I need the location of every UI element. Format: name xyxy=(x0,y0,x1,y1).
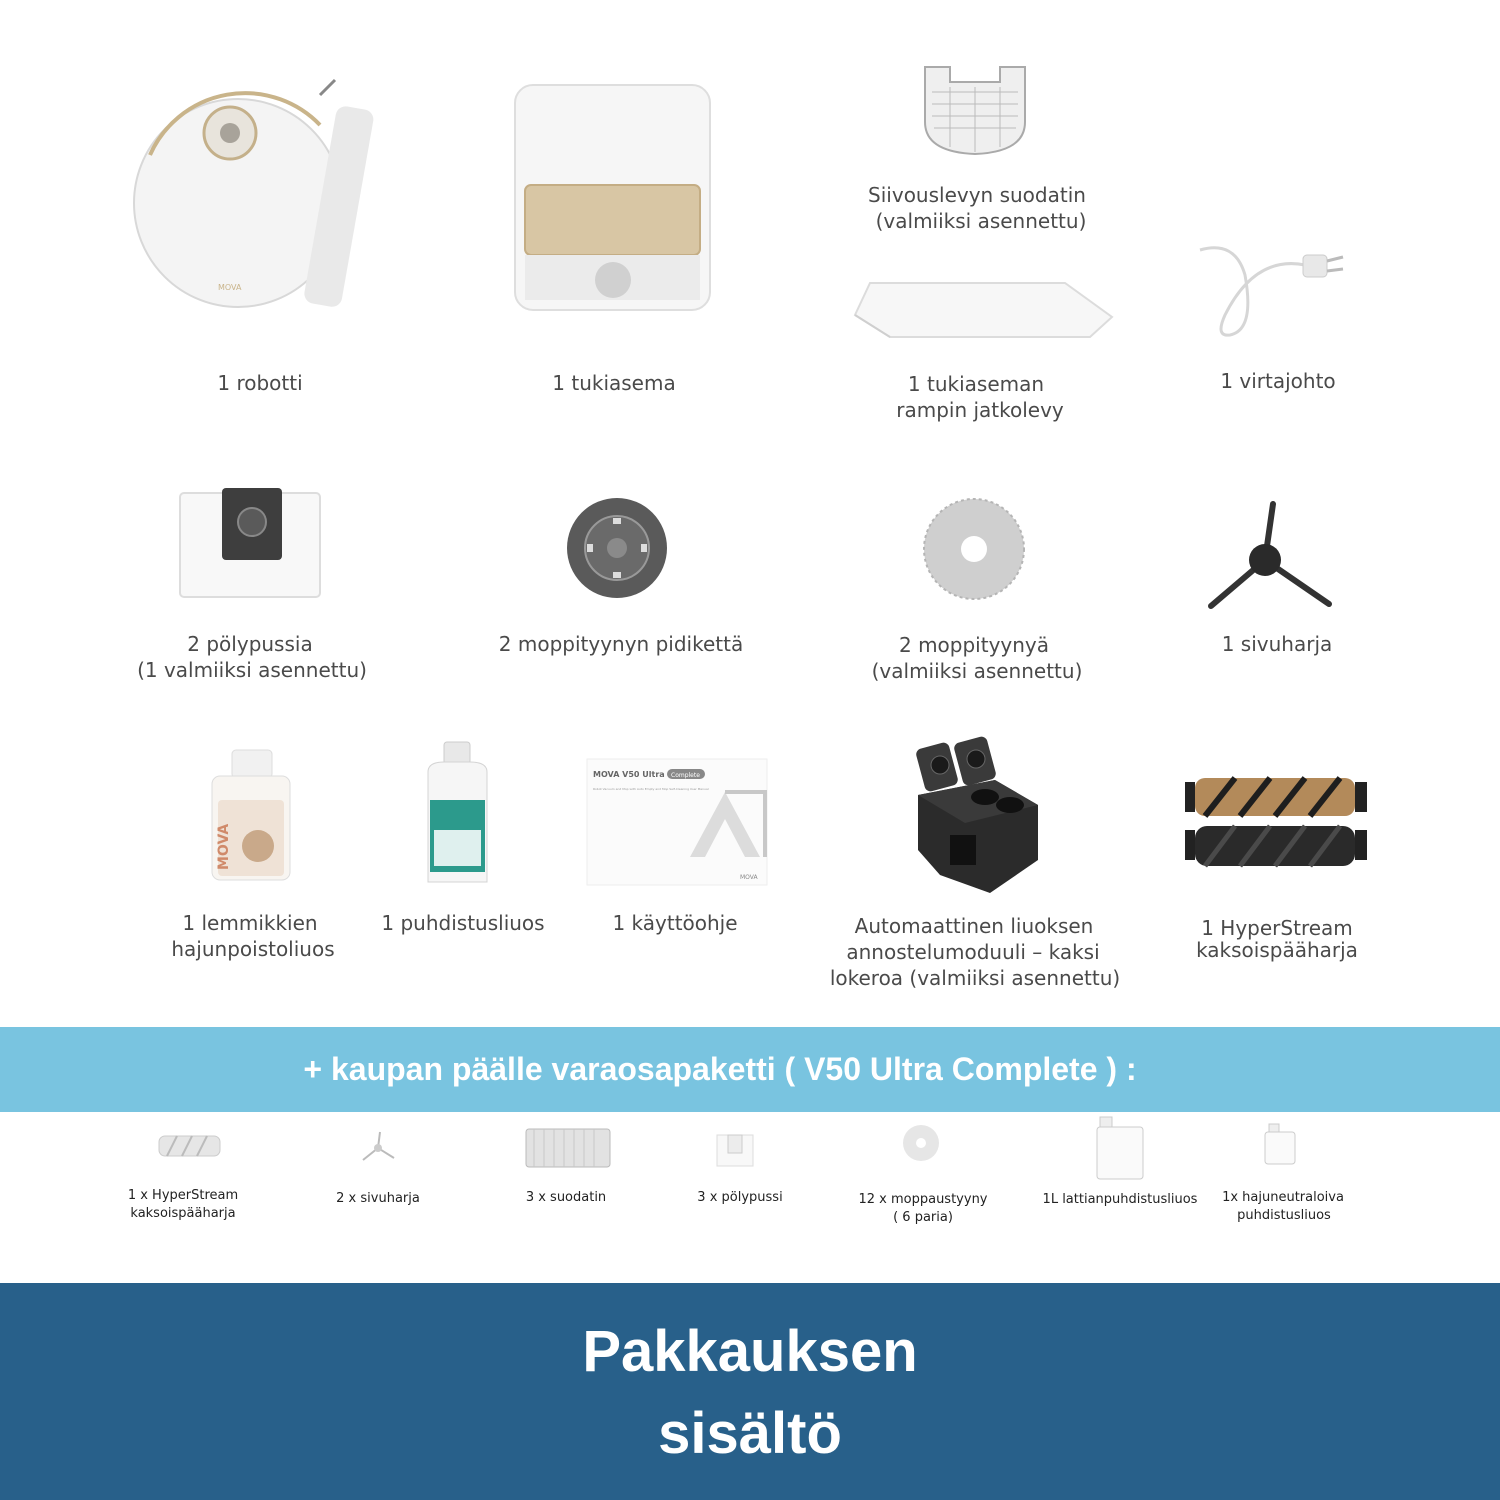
footer-title-line2: sisältö xyxy=(658,1401,842,1466)
extra-caption-odor-2: puhdistusliuos xyxy=(1237,1208,1331,1223)
base-station-image xyxy=(505,85,715,315)
caption-ramp-1: 1 tukiaseman xyxy=(907,372,1045,396)
caption-robot: 1 robotti xyxy=(217,371,303,395)
extra-caption-brush-1: 1 x HyperStream xyxy=(127,1188,239,1203)
bonus-band: + kaupan päälle varaosapaketti ( V50 Ultra Complete ) : xyxy=(0,1027,1500,1112)
caption-mop-holder: 2 moppityynyn pidikettä xyxy=(498,632,744,656)
mop-pad-image xyxy=(922,497,1027,602)
extra-caption-side-brush: 2 x sivuharja xyxy=(336,1191,420,1206)
extra-filter-icon xyxy=(524,1127,612,1169)
caption-brush-2: kaksoispääharja xyxy=(1196,938,1358,962)
power-cord-image xyxy=(1195,235,1355,345)
pet-odor-bottle-image xyxy=(210,750,292,882)
footer-title-line1: Pakkauksen xyxy=(582,1319,918,1384)
extra-side-brush-icon xyxy=(360,1130,396,1162)
main-brush-image xyxy=(1185,772,1367,872)
caption-dosing-3: lokeroa (valmiiksi asennettu) xyxy=(829,966,1121,990)
extra-brush-icon xyxy=(157,1133,222,1159)
extra-caption-pads-2: ( 6 paria) xyxy=(893,1210,953,1225)
manual-badge: Complete xyxy=(671,772,700,779)
caption-cleaner: 1 puhdistusliuos xyxy=(381,911,545,935)
extra-caption-bag: 3 x pölypussi xyxy=(697,1190,783,1205)
caption-pet-1: 1 lemmikkien xyxy=(182,911,318,935)
filter-plate-image xyxy=(920,62,1030,157)
caption-cord: 1 virtajohto xyxy=(1220,369,1336,393)
caption-dosing-1: Automaattinen liuoksen xyxy=(854,914,1094,938)
extra-bag-icon xyxy=(715,1133,755,1168)
caption-manual: 1 käyttöohje xyxy=(612,911,738,935)
extra-caption-odor-1: 1x hajuneutraloiva xyxy=(1222,1190,1344,1205)
extra-floor-cleaner-icon xyxy=(1095,1115,1145,1181)
caption-side-brush: 1 sivuharja xyxy=(1221,632,1333,656)
user-manual-image xyxy=(585,757,770,887)
caption-mop-2: (valmiiksi asennettu) xyxy=(871,659,1083,683)
extra-caption-filter: 3 x suodatin xyxy=(525,1190,607,1205)
extra-caption-brush-2: kaksoispääharja xyxy=(130,1206,236,1221)
footer-banner xyxy=(0,1283,1500,1500)
dust-bag-image xyxy=(178,488,323,600)
manual-footer-logo: MOVA xyxy=(740,874,758,881)
manual-brand: MOVA V50 Ultra xyxy=(593,770,665,779)
caption-ramp-2: rampin jatkolevy xyxy=(896,398,1064,422)
cleaning-solution-image xyxy=(420,742,495,887)
caption-filter-2: (valmiiksi asennettu) xyxy=(875,209,1087,233)
caption-filter-1: Siivouslevyn suodatin xyxy=(868,183,1086,207)
extra-caption-pads-1: 12 x moppaustyyny xyxy=(858,1192,988,1207)
side-brush-image xyxy=(1205,500,1335,612)
caption-pet-2: hajunpoistoliuos xyxy=(171,937,335,961)
caption-bag-2: (1 valmiiksi asennettu) xyxy=(137,658,367,682)
ramp-plate-image xyxy=(850,275,1115,345)
caption-mop-1: 2 moppityynyä xyxy=(898,633,1050,657)
extra-mop-pad-icon xyxy=(901,1123,941,1163)
pet-bottle-logo: MOVA xyxy=(216,823,232,870)
robot-logo: MOVA xyxy=(218,283,242,292)
mop-holder-image xyxy=(565,496,670,601)
caption-brush-1: 1 HyperStream xyxy=(1201,916,1353,940)
manual-subtitle: Robot Vacuum and Mop with Auto Empty and Mop Self-Cleaning User Manual xyxy=(593,787,709,791)
caption-dosing-2: annostelumoduuli – kaksi xyxy=(846,940,1100,964)
robot-image xyxy=(130,85,360,325)
caption-bag-1: 2 pölypussia xyxy=(187,632,313,656)
extra-odor-cleaner-icon xyxy=(1263,1122,1297,1166)
dosing-module-image xyxy=(910,735,1045,895)
caption-station: 1 tukiasema xyxy=(552,371,676,395)
extra-caption-floor-cleaner: 1L lattianpuhdistusliuos xyxy=(1042,1192,1198,1207)
